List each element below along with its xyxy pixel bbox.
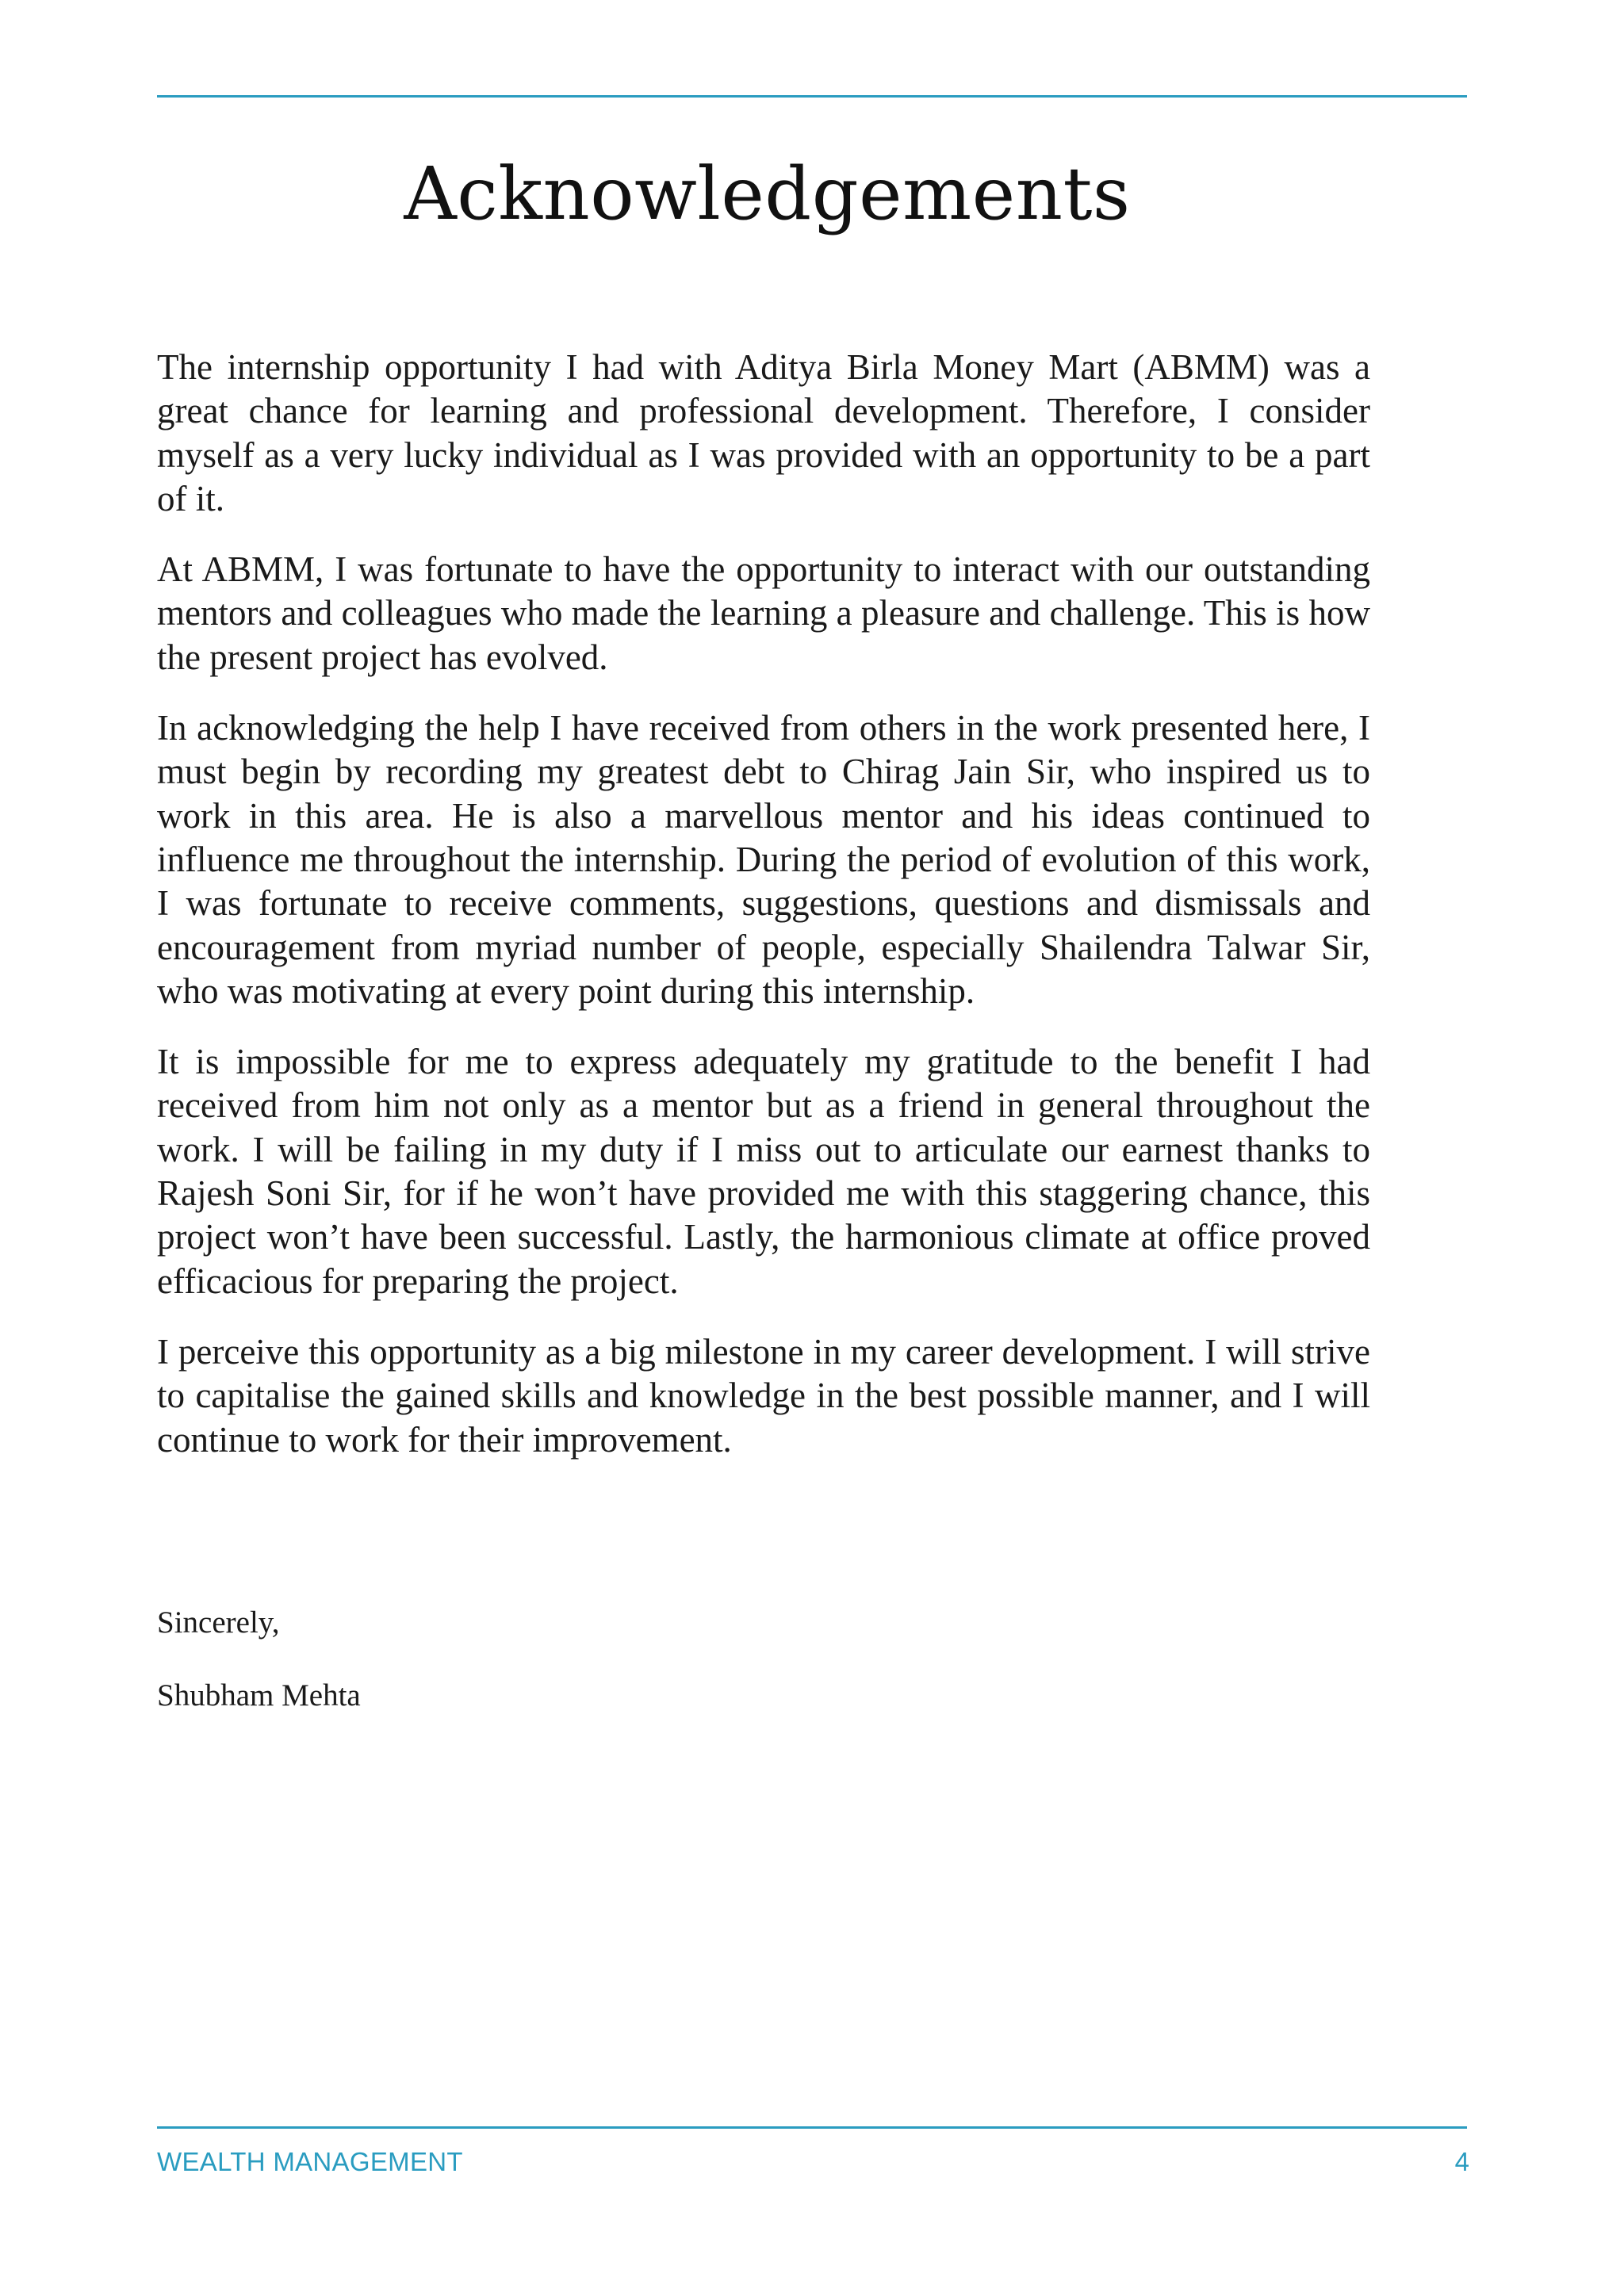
header-rule xyxy=(157,95,1467,98)
closing-text: Sincerely, xyxy=(157,1605,280,1640)
paragraph-5: I perceive this opportunity as a big milestone in my career development. I will strive to capitalise the gained skills and knowledge in the best possible manner, and I will continue to work for their improvement. xyxy=(157,1331,1370,1460)
paragraph-4: It is impossible for me to express adequately my gratitude to the benefit I had received from him not only as a mentor but as a friend in general throughout the work. I will be failing in my duty if I miss out to articulate our earnest thanks to Rajesh Soni Sir, for if he won’t have provided me with this staggering chance, this project won’t have been successful. Lastly, the harmonious climate at office proved efficacious for preparing the project. xyxy=(157,1042,1370,1301)
footer-section-label: WEALTH MANAGEMENT xyxy=(157,2147,463,2176)
paragraph-2: At ABMM, I was fortunate to have the opportunity to interact with our outstanding mentors and colleagues who made the learning a pleasure and challenge. This is how the present project has evolved. xyxy=(157,549,1370,677)
footer-rule xyxy=(157,2126,1467,2129)
paragraph-3: In acknowledging the help I have received from others in the work presented here, I must begin by recording my greatest debt to Chirag Jain Sir, who inspired us to work in this area. He is also a marvellous mentor and his ideas continued to influence me throughout the internship. During the period of evolution of this work, I was fortunate to receive comments, suggestions, questions and dismissals and encouragement from myriad number of people, especially Shailendra Talwar Sir, who was motivating at every point during this internship. xyxy=(157,708,1370,1011)
signature-name: Shubham Mehta xyxy=(157,1678,361,1712)
page-title: Acknowledgements xyxy=(404,151,1131,236)
paragraph-1: The internship opportunity I had with Aditya Birla Money Mart (ABMM) was a great chance for learning and professional development. Therefore, I consider myself as a very lucky individual as I was provided with an opportunity to be a part of it. xyxy=(157,347,1370,519)
page-number: 4 xyxy=(1454,2147,1469,2176)
body-text xyxy=(157,346,1370,1489)
